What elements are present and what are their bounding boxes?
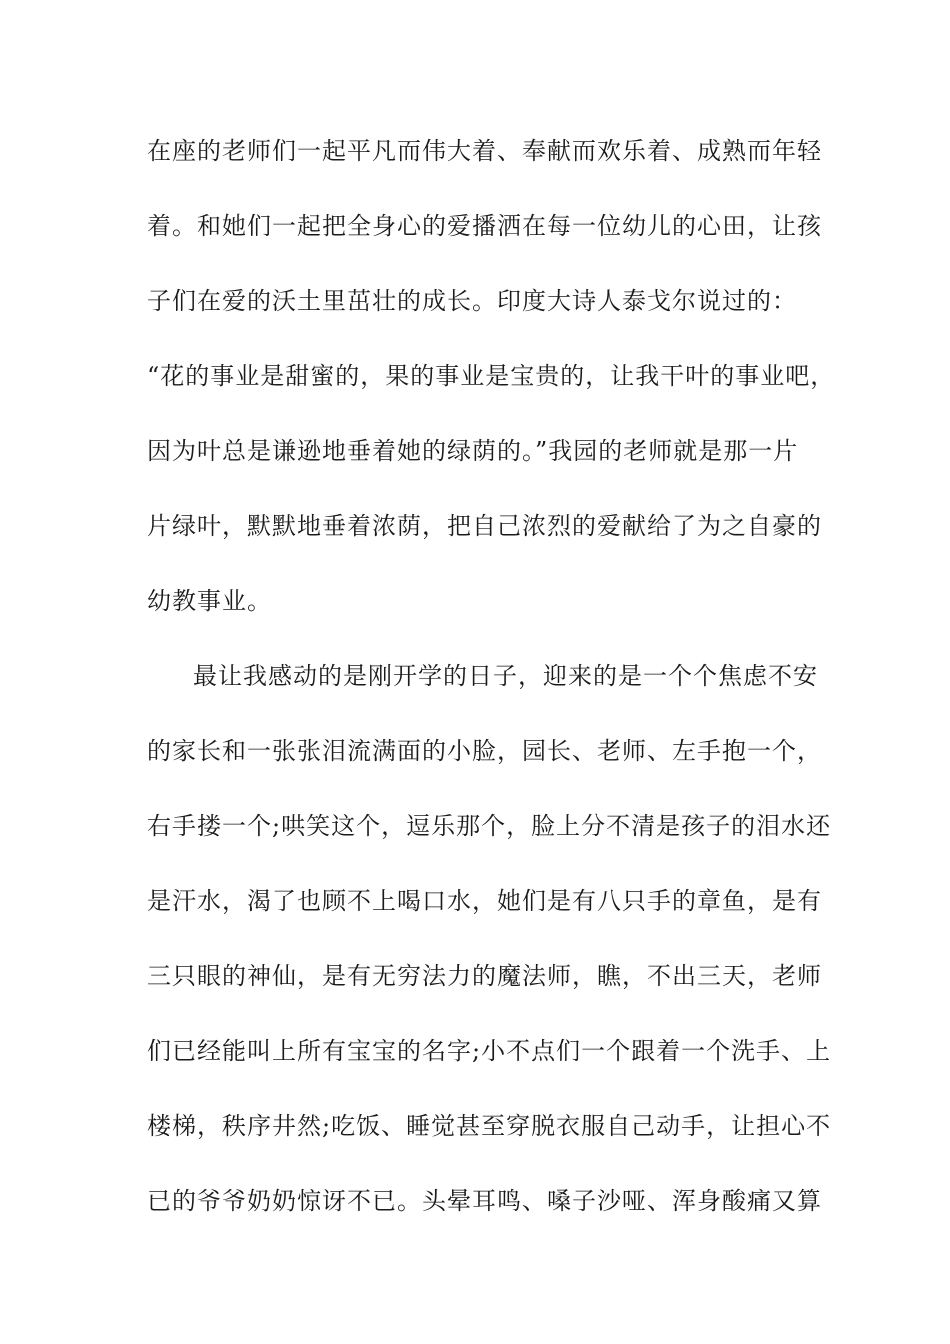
text-line: 已的爷爷奶奶惊讶不已。头晕耳鸣、嗓子沙哑、浑身酸痛又算	[147, 1187, 822, 1215]
text-line: 最让我感动的是刚开学的日子，迎来的是一个个焦虑不安	[193, 662, 818, 690]
text-line: 着。和她们一起把全身心的爱播洒在每一位幼儿的心田，让孩	[147, 212, 822, 240]
text-line: 片绿叶，默默地垂着浓荫，把自己浓烈的爱献给了为之自豪的	[147, 512, 822, 540]
text-line: 子们在爱的沃土里茁壮的成长。印度大诗人泰戈尔说过的：	[147, 287, 797, 315]
text-line: 因为叶总是谦逊地垂着她的绿荫的。”我园的老师就是那一片	[147, 437, 799, 465]
text-line: 是汗水，渴了也顾不上喝口水，她们是有八只手的章鱼，是有	[147, 887, 822, 915]
text-line: 幼教事业。	[147, 587, 272, 615]
text-line: 三只眼的神仙，是有无穷法力的魔法师，瞧，不出三天，老师	[147, 962, 822, 990]
text-line: 在座的老师们一起平凡而伟大着、奉献而欢乐着、成熟而年轻	[147, 137, 822, 165]
text-line: 的家长和一张张泪流满面的小脸，园长、老师、左手抱一个，	[147, 737, 822, 765]
text-line: 楼梯，秩序井然;吃饭、睡觉甚至穿脱衣服自己动手，让担心不	[147, 1112, 832, 1140]
text-line: “花的事业是甜蜜的，果的事业是宝贵的，让我干叶的事业吧，	[147, 362, 836, 390]
text-line: 们已经能叫上所有宝宝的名字;小不点们一个跟着一个洗手、上	[147, 1037, 832, 1065]
text-line: 右手搂一个;哄笑这个，逗乐那个，脸上分不清是孩子的泪水还	[147, 812, 832, 840]
